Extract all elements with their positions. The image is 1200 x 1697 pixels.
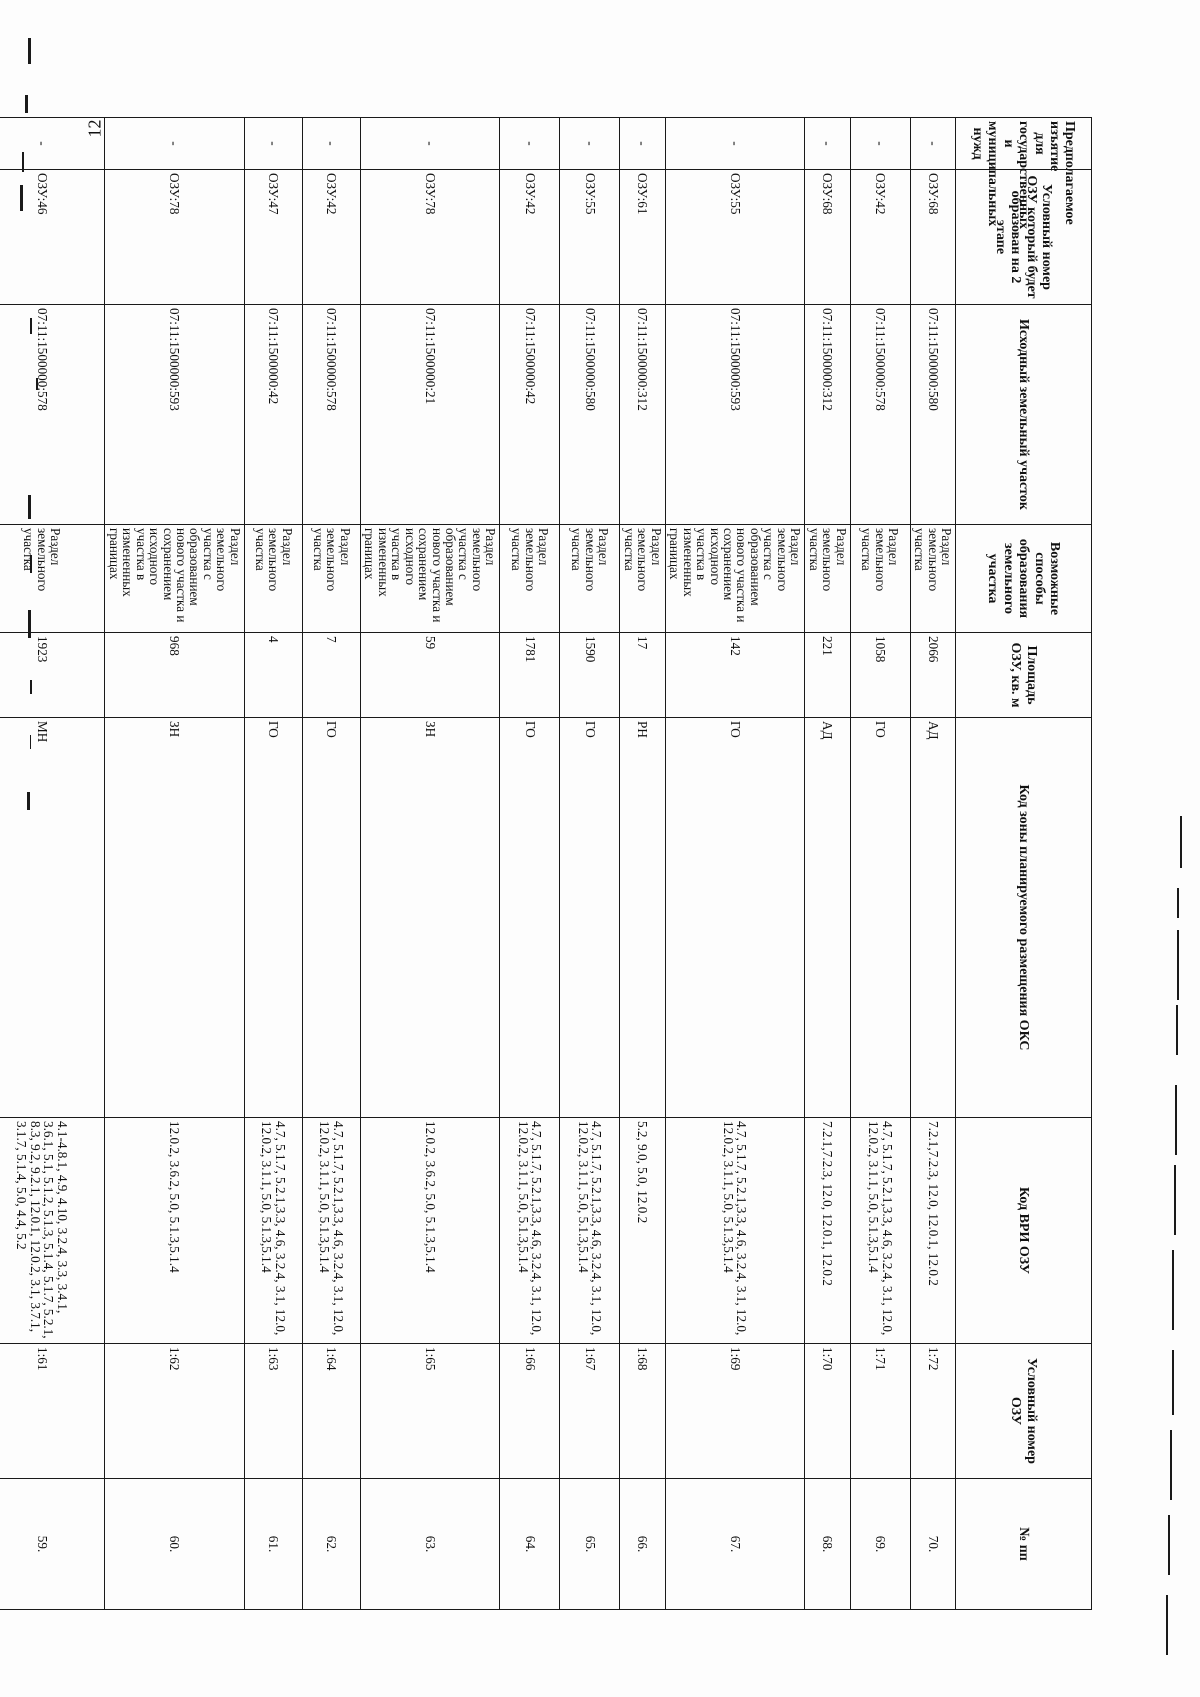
scan-mark <box>25 95 28 113</box>
area-cell: 968 <box>105 633 245 718</box>
table-row <box>910 118 955 1610</box>
seizure-cell: - <box>665 118 805 170</box>
source-plot-cell: 07:11:1500000:21 <box>360 305 500 525</box>
row-number-cell: 64. <box>500 1479 560 1610</box>
formation-method-cell: Раздел земельного участка <box>244 525 302 633</box>
scan-mark <box>1166 1595 1168 1655</box>
plot-id-cell: 1:72 <box>910 1344 955 1479</box>
seizure-cell: - <box>302 118 360 170</box>
formation-method-cell: Раздел земельного участка <box>500 525 560 633</box>
plot-id-cell: 1:65 <box>360 1344 500 1479</box>
header-cell: Код ВРИ ОЗУ <box>956 1118 1092 1344</box>
plot-id-cell: 1:62 <box>105 1344 245 1479</box>
row-number-cell: 60. <box>105 1479 245 1610</box>
plot-id-cell: 1:64 <box>302 1344 360 1479</box>
scan-mark <box>1176 1005 1178 1055</box>
source-plot-cell: 07:11:1500000:578 <box>850 305 910 525</box>
seizure-cell: - <box>560 118 620 170</box>
vri-code-cell: 4.1-4.8.1, 4.9, 4.10, 3.2.4, 3.3, 3.4.1, 3.6.1, 5.1, 5.1.2, 5.1.3, 5.1.4, 5.1.7, 5.2.1, 8.3, 9.2, 9.2.1, 12.0.1, 12.0.2, 3.1, 3.7.1, 3.1.7, 5.1.4, 5.0, 4.4, 5.2 <box>0 1118 105 1344</box>
zone-code-cell: МН <box>0 718 105 1118</box>
area-cell: 7 <box>302 633 360 718</box>
seizure-cell: - <box>850 118 910 170</box>
zone-code-cell: ГО <box>302 718 360 1118</box>
area-cell: 59 <box>360 633 500 718</box>
zone-code-cell: ЗН <box>360 718 500 1118</box>
scan-mark <box>1174 1165 1176 1235</box>
header-cell: Условный номер ОЗУ который будет образован на 2 этапе <box>956 170 1092 305</box>
seizure-cell: - <box>0 118 105 170</box>
source-plot-cell: 07:11:1500000:580 <box>910 305 955 525</box>
seizure-cell: - <box>105 118 245 170</box>
table-row <box>665 118 805 1610</box>
source-plot-cell: 07:11:1500000:593 <box>665 305 805 525</box>
formation-method-cell: Раздел земельного участка <box>850 525 910 633</box>
row-number-cell: 63. <box>360 1479 500 1610</box>
stage2-plot-cell: ОЗУ:78 <box>360 170 500 305</box>
stage2-plot-cell: ОЗУ:55 <box>560 170 620 305</box>
row-number-cell: 67. <box>665 1479 805 1610</box>
zone-code-cell: АД <box>805 718 850 1118</box>
vri-code-cell: 4.7, 5.1.7, 5.2.1,3.3, 4.6, 3.2.4, 3.1, 12.0, 12.0.2, 3.1.1, 5.0, 5.1.3,5.1.4 <box>665 1118 805 1344</box>
row-number-cell: 62. <box>302 1479 360 1610</box>
plot-id-cell: 1:67 <box>560 1344 620 1479</box>
formation-method-cell: Раздел земельного участка <box>805 525 850 633</box>
row-number-cell: 66. <box>620 1479 665 1610</box>
stage2-plot-cell: ОЗУ:42 <box>850 170 910 305</box>
table-row <box>560 118 620 1610</box>
area-cell: 4 <box>244 633 302 718</box>
row-number-cell: 68. <box>805 1479 850 1610</box>
formation-method-cell: Раздел земельного участка <box>910 525 955 633</box>
plot-id-cell: 1:66 <box>500 1344 560 1479</box>
plot-id-cell: 1:68 <box>620 1344 665 1479</box>
row-number-cell: 61. <box>244 1479 302 1610</box>
vri-code-cell: 7.2.1,7.2.3, 12.0, 12.0.1, 12.0.2 <box>910 1118 955 1344</box>
seizure-cell: - <box>500 118 560 170</box>
vri-code-cell: 4.7, 5.1.7, 5.2.1,3.3, 4.6, 3.2.4, 3.1, 12.0, 12.0.2, 3.1.1, 5.0, 5.1.3,5.1.4 <box>560 1118 620 1344</box>
table-row <box>105 118 245 1610</box>
scan-mark <box>1175 1085 1177 1155</box>
zone-code-cell: ГО <box>850 718 910 1118</box>
vri-code-cell: 4.7, 5.1.7, 5.2.1,3.3, 4.6, 3.2.4, 3.1, 12.0, 12.0.2, 3.1.1, 5.0, 5.1.3,5.1.4 <box>302 1118 360 1344</box>
table-row <box>805 118 850 1610</box>
formation-method-cell: Раздел земельного участка с образованием нового участка и сохранением исходного участка в измененных границах <box>360 525 500 633</box>
stage2-plot-cell: ОЗУ:46 <box>0 170 105 305</box>
area-cell: 17 <box>620 633 665 718</box>
formation-method-cell: Раздел земельного участка с образованием нового участка и сохранением исходного участка в измененных границах <box>665 525 805 633</box>
stage2-plot-cell: ОЗУ:47 <box>244 170 302 305</box>
plot-id-cell: 1:70 <box>805 1344 850 1479</box>
source-plot-cell: 07:11:1500000:312 <box>805 305 850 525</box>
table-row <box>0 118 105 1610</box>
area-cell: 142 <box>665 633 805 718</box>
scan-mark <box>1168 1515 1170 1575</box>
table-row <box>850 118 910 1610</box>
formation-method-cell: Раздел земельного участка с образованием нового участка и сохранением исходного участка в измененных границах <box>105 525 245 633</box>
stage2-plot-cell: ОЗУ:68 <box>910 170 955 305</box>
plot-id-cell: 1:63 <box>244 1344 302 1479</box>
vri-code-cell: 7.2.1,7.2.3, 12.0, 12.0.1, 12.0.2 <box>805 1118 850 1344</box>
source-plot-cell: 07:11:1500000:42 <box>244 305 302 525</box>
zone-code-cell: АД <box>910 718 955 1118</box>
land-plots-table <box>0 117 1092 1610</box>
stage2-plot-cell: ОЗУ:68 <box>805 170 850 305</box>
seizure-cell: - <box>360 118 500 170</box>
stage2-plot-cell: ОЗУ:78 <box>105 170 245 305</box>
area-cell: 2066 <box>910 633 955 718</box>
row-number-cell: 70. <box>910 1479 955 1610</box>
zone-code-cell: ГО <box>500 718 560 1118</box>
source-plot-cell: 07:11:1500000:312 <box>620 305 665 525</box>
header-cell: Код зоны планируемого размещения ОКС <box>956 718 1092 1118</box>
header-cell: Условный номер ОЗУ <box>956 1344 1092 1479</box>
header-cell: № пп <box>956 1479 1092 1610</box>
zone-code-cell: РН <box>620 718 665 1118</box>
row-number-cell: 69. <box>850 1479 910 1610</box>
rotated-table-container <box>14 117 1092 1609</box>
table-row <box>360 118 500 1610</box>
area-cell: 221 <box>805 633 850 718</box>
seizure-cell: - <box>620 118 665 170</box>
source-plot-cell: 07:11:1500000:593 <box>105 305 245 525</box>
header-cell: Предполагаемое изъятие для государственных и муниципальных нужд <box>956 118 1092 170</box>
vri-code-cell: 4.7, 5.1.7, 5.2.1,3.3, 4.6, 3.2.4, 3.1, 12.0, 12.0.2, 3.1.1, 5.0, 5.1.3,5.1.4 <box>244 1118 302 1344</box>
scan-mark <box>1170 1430 1172 1500</box>
formation-method-cell: Раздел земельного участка <box>0 525 105 633</box>
scan-mark <box>1172 1250 1174 1330</box>
plot-id-cell: 1:69 <box>665 1344 805 1479</box>
table-row <box>302 118 360 1610</box>
formation-method-cell: Раздел земельного участка <box>560 525 620 633</box>
seizure-cell: - <box>805 118 850 170</box>
scan-mark <box>28 38 31 64</box>
source-plot-cell: 07:11:1500000:42 <box>500 305 560 525</box>
source-plot-cell: 07:11:1500000:578 <box>0 305 105 525</box>
area-cell: 1058 <box>850 633 910 718</box>
plot-id-cell: 1:61 <box>0 1344 105 1479</box>
row-number-cell: 65. <box>560 1479 620 1610</box>
scan-mark <box>1177 930 1179 1000</box>
source-plot-cell: 07:11:1500000:580 <box>560 305 620 525</box>
row-number-cell: 59. <box>0 1479 105 1610</box>
zone-code-cell: ЗН <box>105 718 245 1118</box>
zone-code-cell: ГО <box>560 718 620 1118</box>
zone-code-cell: ГО <box>244 718 302 1118</box>
vri-code-cell: 5.2, 9.0, 5.0, 12.0.2 <box>620 1118 665 1344</box>
stage2-plot-cell: ОЗУ:42 <box>500 170 560 305</box>
stage2-plot-cell: ОЗУ:61 <box>620 170 665 305</box>
source-plot-cell: 07:11:1500000:578 <box>302 305 360 525</box>
area-cell: 1923 <box>0 633 105 718</box>
seizure-cell: - <box>910 118 955 170</box>
table-row <box>620 118 665 1610</box>
vri-code-cell: 4.7, 5.1.7, 5.2.1,3.3, 4.6, 3.2.4, 3.1, 12.0, 12.0.2, 3.1.1, 5.0, 5.1.3,5.1.4 <box>500 1118 560 1344</box>
plot-id-cell: 1:71 <box>850 1344 910 1479</box>
formation-method-cell: Раздел земельного участка <box>302 525 360 633</box>
scan-mark <box>1180 816 1182 868</box>
area-cell: 1590 <box>560 633 620 718</box>
table-row <box>244 118 302 1610</box>
table-row <box>500 118 560 1610</box>
header-cell: Возможные способы образования земельного участка <box>956 525 1092 633</box>
header-row <box>956 118 1092 1610</box>
header-cell: Площадь ОЗУ, кв. м <box>956 633 1092 718</box>
header-cell: Исходный земельный участок <box>956 305 1092 525</box>
vri-code-cell: 12.0.2, 3.6.2, 5.0, 5.1.3,5.1.4 <box>105 1118 245 1344</box>
scan-mark <box>1172 1350 1174 1415</box>
vri-code-cell: 12.0.2, 3.6.2, 5.0, 5.1.3,5.1.4 <box>360 1118 500 1344</box>
stage2-plot-cell: ОЗУ:42 <box>302 170 360 305</box>
seizure-cell: - <box>244 118 302 170</box>
vri-code-cell: 4.7, 5.1.7, 5.2.1,3.3, 4.6, 3.2.4, 3.1, 12.0, 12.0.2, 3.1.1, 5.0, 5.1.3,5.1.4 <box>850 1118 910 1344</box>
scan-mark <box>1177 888 1179 918</box>
page-number: 12 <box>84 119 105 138</box>
area-cell: 1781 <box>500 633 560 718</box>
zone-code-cell: ГО <box>665 718 805 1118</box>
stage2-plot-cell: ОЗУ:55 <box>665 170 805 305</box>
formation-method-cell: Раздел земельного участка <box>620 525 665 633</box>
